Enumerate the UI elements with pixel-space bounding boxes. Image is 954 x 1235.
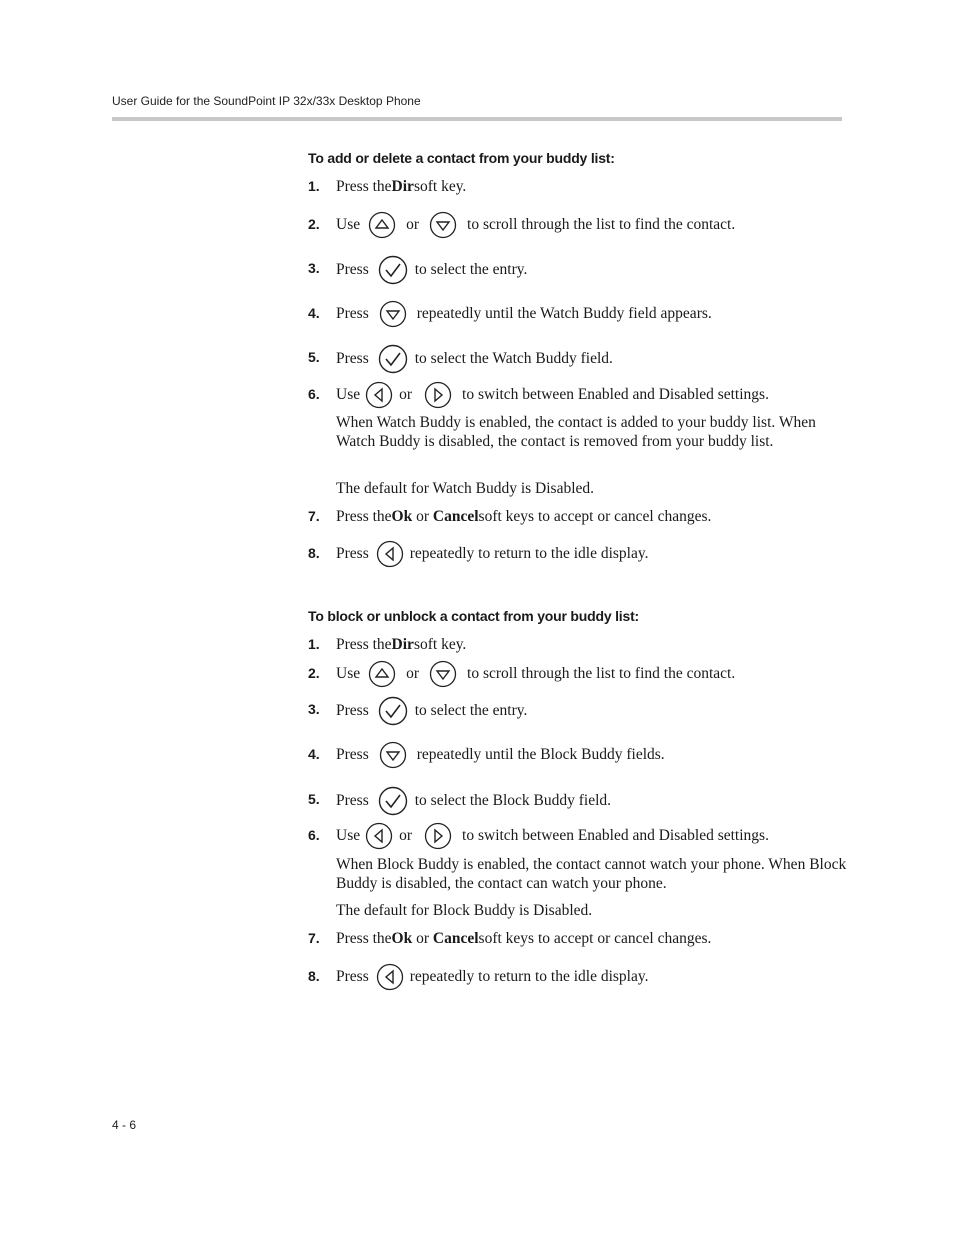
step-2 bbox=[308, 211, 848, 241]
step-text-post: to scroll through the list to find the contact. bbox=[467, 665, 736, 682]
block-buddy-default-note: The default for Block Buddy is Disabled. bbox=[336, 902, 593, 919]
left-arrow-key-icon bbox=[376, 540, 404, 568]
step-text-use: Use bbox=[336, 665, 361, 682]
select-checkmark-key-icon bbox=[378, 255, 408, 285]
step-text bbox=[336, 963, 648, 991]
left-arrow-key-icon bbox=[365, 822, 393, 850]
procedure-heading: To add or delete a contact from your buddy list: bbox=[308, 150, 615, 166]
step-3 bbox=[308, 696, 848, 726]
step-text-or: or bbox=[406, 216, 420, 233]
step-number: 1. bbox=[308, 636, 320, 652]
dir-soft-key-label: Dir bbox=[391, 178, 414, 195]
step-text-or: or bbox=[406, 665, 420, 682]
running-header: User Guide for the SoundPoint IP 32x/33x Desktop Phone bbox=[112, 94, 421, 108]
header-rule bbox=[112, 117, 842, 121]
step-7 bbox=[308, 930, 848, 960]
up-arrow-key-icon bbox=[368, 211, 396, 239]
step-text-post: repeatedly to return to the idle display. bbox=[409, 545, 649, 562]
step-number: 2. bbox=[308, 216, 320, 232]
step-text bbox=[336, 786, 611, 816]
step-text-post: soft key. bbox=[413, 178, 467, 195]
procedure-heading: To block or unblock a contact from your buddy list: bbox=[308, 608, 640, 624]
step-text-mid: or bbox=[412, 930, 433, 947]
step-7 bbox=[308, 508, 848, 538]
step-number: 2. bbox=[308, 665, 320, 681]
step-text-pre: Press the bbox=[336, 930, 392, 947]
step-8 bbox=[308, 540, 848, 570]
step-text bbox=[336, 508, 711, 526]
step-number: 5. bbox=[308, 791, 320, 807]
step-text-use: Use bbox=[336, 386, 361, 403]
step-number: 6. bbox=[308, 386, 320, 402]
right-arrow-key-icon bbox=[424, 381, 452, 409]
step-text bbox=[336, 822, 769, 850]
step-number: 8. bbox=[308, 545, 320, 561]
step-text-post: soft key. bbox=[413, 636, 467, 653]
down-arrow-key-icon bbox=[379, 741, 407, 769]
step-text-pre: Press the bbox=[336, 508, 392, 525]
select-checkmark-key-icon bbox=[378, 344, 408, 374]
cancel-soft-key-label: Cancel bbox=[432, 508, 479, 525]
step-text-post: to scroll through the list to find the contact. bbox=[467, 216, 736, 233]
step-3 bbox=[308, 255, 848, 285]
up-arrow-key-icon bbox=[368, 660, 396, 688]
step-number: 5. bbox=[308, 349, 320, 365]
step-2 bbox=[308, 660, 848, 690]
ok-soft-key-label: Ok bbox=[391, 508, 413, 525]
step-text-or: or bbox=[399, 386, 413, 403]
select-checkmark-key-icon bbox=[378, 696, 408, 726]
step-text bbox=[336, 930, 711, 948]
step-text bbox=[336, 344, 613, 374]
step-number: 6. bbox=[308, 827, 320, 843]
step-text-post: to select the Block Buddy field. bbox=[414, 792, 612, 809]
step-text bbox=[336, 255, 527, 285]
step-number: 7. bbox=[308, 508, 320, 524]
step-text-post: soft keys to accept or cancel changes. bbox=[478, 508, 712, 525]
step-text bbox=[336, 300, 712, 328]
step-text-use: Use bbox=[336, 216, 361, 233]
step-text-pre: Press bbox=[336, 746, 369, 763]
step-text-post: to select the Watch Buddy field. bbox=[414, 350, 613, 367]
step-text-post: soft keys to accept or cancel changes. bbox=[478, 930, 712, 947]
down-arrow-key-icon bbox=[429, 660, 457, 688]
step-number: 7. bbox=[308, 930, 320, 946]
step-text-post: to select the entry. bbox=[414, 261, 528, 278]
step-text-pre: Press the bbox=[336, 178, 392, 195]
step-number: 3. bbox=[308, 260, 320, 276]
step-text bbox=[336, 636, 466, 654]
step-number: 1. bbox=[308, 178, 320, 194]
left-arrow-key-icon bbox=[365, 381, 393, 409]
step-text-pre: Press bbox=[336, 261, 369, 278]
step-text-pre: Press bbox=[336, 545, 369, 562]
step-text bbox=[336, 211, 735, 239]
down-arrow-key-icon bbox=[429, 211, 457, 239]
step-number: 4. bbox=[308, 746, 320, 762]
step-text-or: or bbox=[399, 827, 413, 844]
step-8 bbox=[308, 963, 848, 993]
step-text bbox=[336, 178, 466, 196]
step-text-post: repeatedly until the Watch Buddy field appears. bbox=[416, 305, 712, 322]
step-text-post: repeatedly until the Block Buddy fields. bbox=[416, 746, 665, 763]
down-arrow-key-icon bbox=[379, 300, 407, 328]
step-5 bbox=[308, 344, 848, 374]
step-text-post: to switch between Enabled and Disabled settings. bbox=[462, 827, 769, 844]
page-number: 4 - 6 bbox=[112, 1118, 137, 1132]
ok-soft-key-label: Ok bbox=[391, 930, 413, 947]
step-number: 4. bbox=[308, 305, 320, 321]
cancel-soft-key-label: Cancel bbox=[432, 930, 479, 947]
block-buddy-note: When Block Buddy is enabled, the contact cannot watch your phone. When Block Buddy is disabled, the contact can watch your phone. bbox=[336, 856, 847, 892]
step-4 bbox=[308, 300, 848, 330]
step-text-mid: or bbox=[412, 508, 433, 525]
watch-buddy-note: When Watch Buddy is enabled, the contact is added to your buddy list. When Watch Buddy is disabled, the contact is removed from your buddy list. bbox=[336, 414, 816, 450]
dir-soft-key-label: Dir bbox=[391, 636, 414, 653]
step-text-use: Use bbox=[336, 827, 361, 844]
watch-buddy-default-note: The default for Watch Buddy is Disabled. bbox=[336, 480, 595, 497]
step-text-pre: Press bbox=[336, 968, 369, 985]
step-text bbox=[336, 660, 735, 688]
step-4 bbox=[308, 741, 848, 771]
step-text-post: to select the entry. bbox=[414, 702, 528, 719]
step-text bbox=[336, 696, 527, 726]
step-6 bbox=[308, 822, 848, 852]
step-text bbox=[336, 540, 648, 568]
left-arrow-key-icon bbox=[376, 963, 404, 991]
step-text-pre: Press bbox=[336, 350, 369, 367]
step-6 bbox=[308, 381, 848, 411]
step-number: 3. bbox=[308, 701, 320, 717]
right-arrow-key-icon bbox=[424, 822, 452, 850]
select-checkmark-key-icon bbox=[378, 786, 408, 816]
step-1 bbox=[308, 178, 848, 208]
step-text bbox=[336, 381, 769, 409]
step-text-post: repeatedly to return to the idle display. bbox=[409, 968, 649, 985]
step-text-pre: Press bbox=[336, 792, 369, 809]
step-text-post: to switch between Enabled and Disabled settings. bbox=[462, 386, 769, 403]
step-text-pre: Press bbox=[336, 702, 369, 719]
step-5 bbox=[308, 786, 848, 816]
step-number: 8. bbox=[308, 968, 320, 984]
step-text-pre: Press the bbox=[336, 636, 392, 653]
step-text bbox=[336, 741, 665, 769]
step-text-pre: Press bbox=[336, 305, 369, 322]
